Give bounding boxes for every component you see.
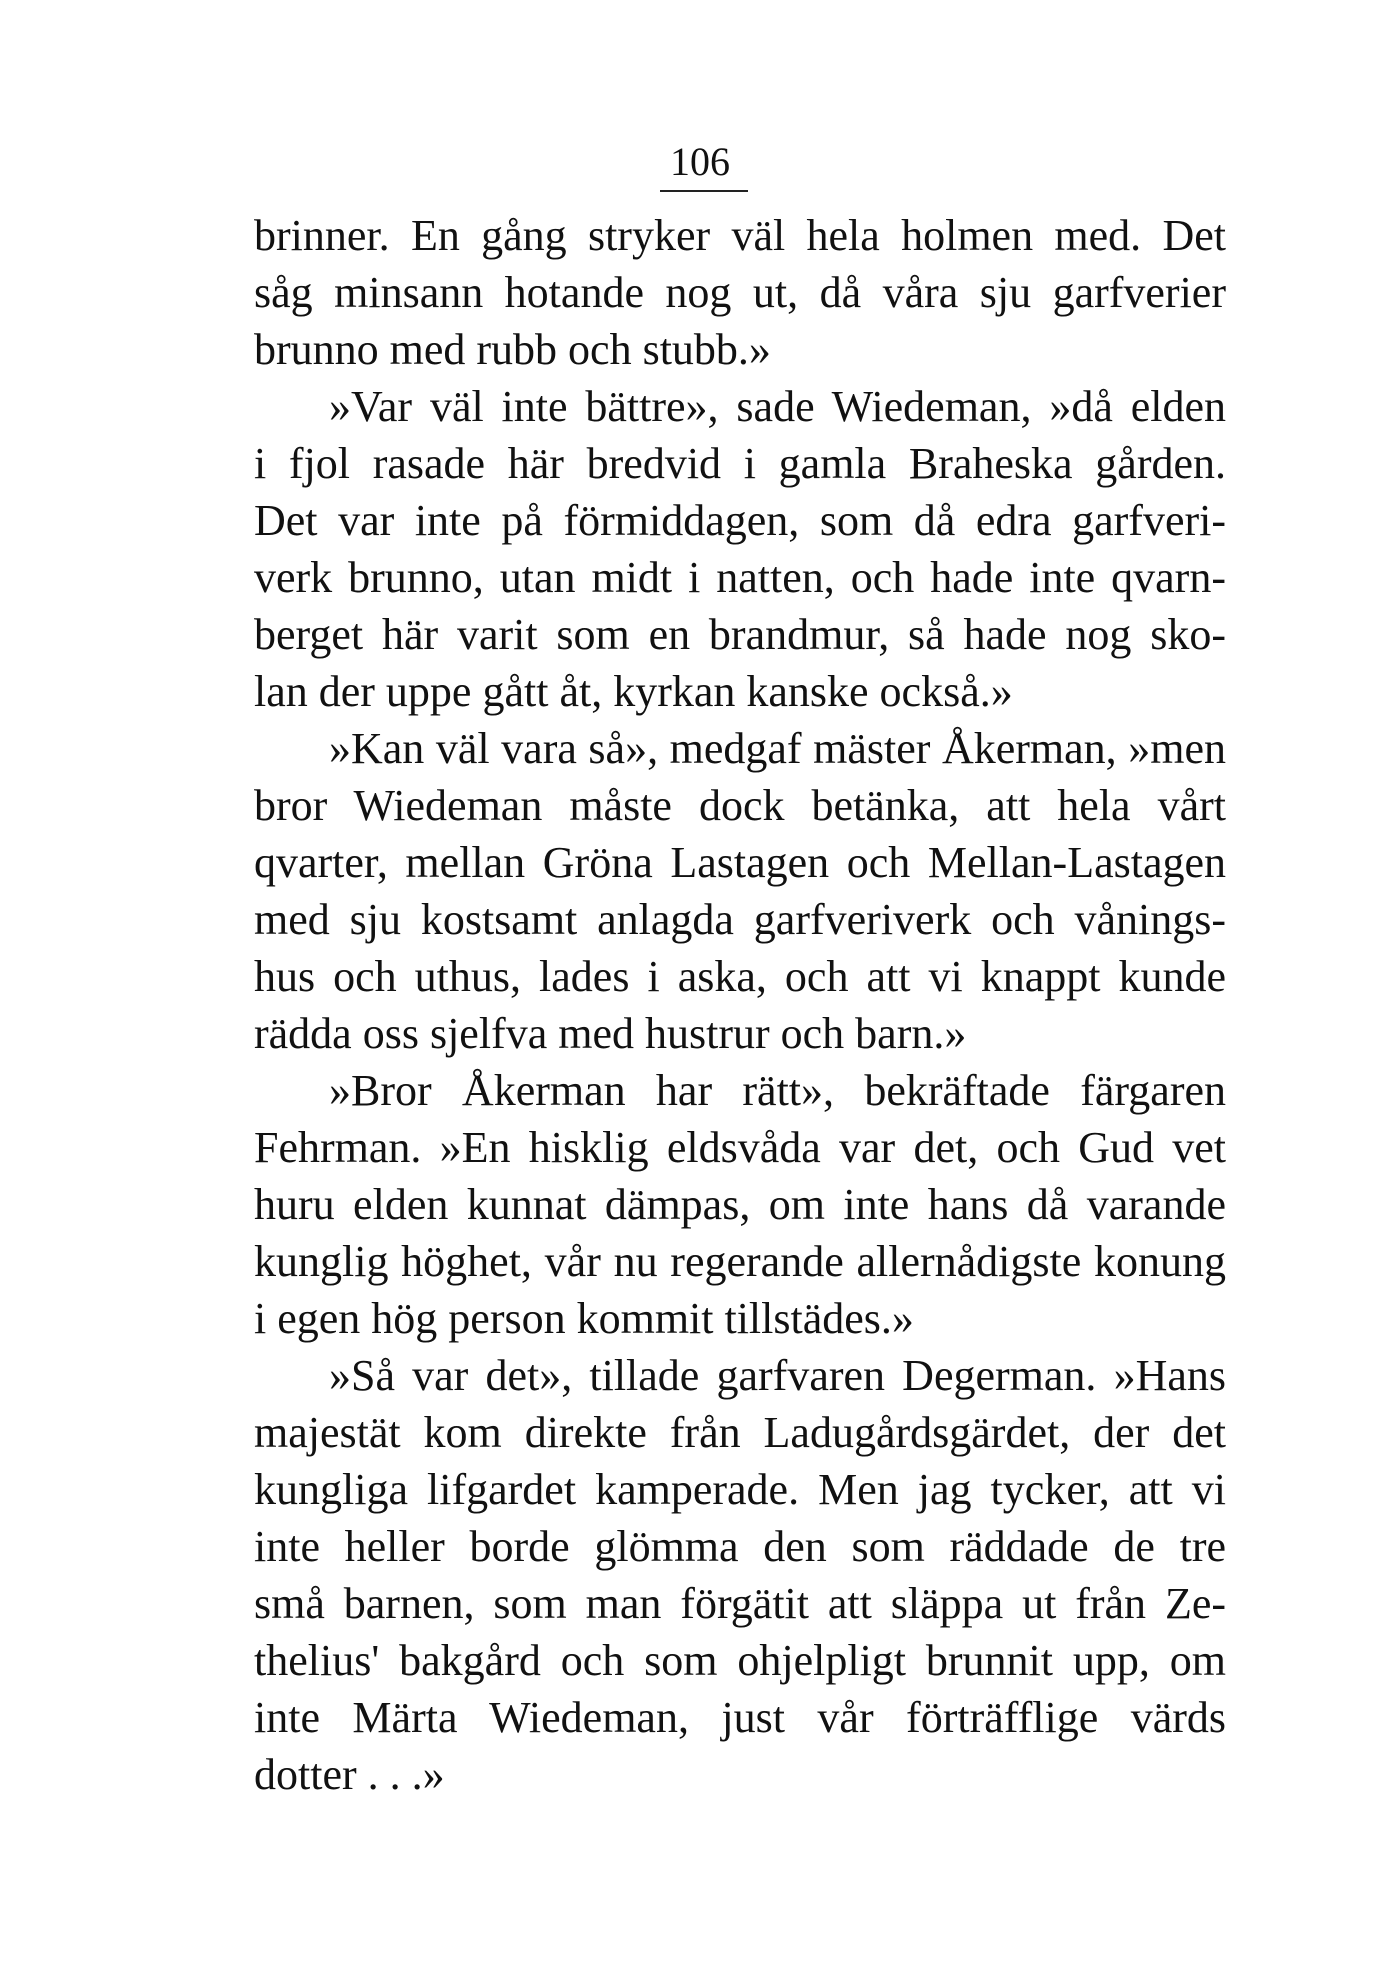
text-line: hus och uthus, lades i aska, och att vi knappt kunde [254,952,1226,1001]
text-line: brunno med rubb och stubb.» [254,325,771,374]
text-line: i fjol rasade här bredvid i gamla Braheska gården. [254,439,1226,488]
text-line: brinner. En gång stryker väl hela holmen med. Det [254,211,1226,260]
text-line: Det var inte på förmiddagen, som då edra garfveri- [254,496,1226,545]
text-line: verk brunno, utan midt i natten, och hade inte qvarn- [254,553,1226,602]
page-number: 106 [670,139,730,184]
text-line: lan der uppe gått åt, kyrkan kanske också.» [254,667,1013,716]
text-line: »Bror Åkerman har rätt», bekräftade färgaren [329,1066,1226,1115]
text-line: Fehrman. »En hisklig eldsvåda var det, och Gud vet [254,1123,1226,1172]
text-line: kunglig höghet, vår nu regerande allernådigste konung [254,1237,1226,1286]
text-line: inte heller borde glömma den som räddade de tre [254,1522,1226,1571]
text-line: små barnen, som man förgätit att släppa ut från Ze- [254,1579,1226,1628]
text-line: majestät kom direkte från Ladugårdsgärdet, der det [254,1408,1226,1457]
text-line: med sju kostsamt anlagda garfveriverk och vånings- [254,895,1226,944]
text-line: dotter . . .» [254,1750,445,1799]
page-number-rule [660,190,748,192]
text-line: bror Wiedeman måste dock betänka, att hela vårt [254,781,1226,830]
text-line: »Så var det», tillade garfvaren Degerman. »Hans [329,1351,1226,1400]
text-line: berget här varit som en brandmur, så hade nog sko- [254,610,1226,659]
text-line: huru elden kunnat dämpas, om inte hans då varande [254,1180,1226,1229]
text-line: såg minsann hotande nog ut, då våra sju garfverier [254,268,1226,317]
body-text [254,207,1226,1803]
text-line: thelius' bakgård och som ohjelpligt brunnit upp, om [254,1636,1226,1685]
text-line: »Var väl inte bättre», sade Wiedeman, »då elden [329,382,1226,431]
text-line: kungliga lifgardet kamperade. Men jag tycker, att vi [254,1465,1226,1514]
text-line: »Kan väl vara så», medgaf mäster Åkerman, »men [329,724,1226,773]
text-line: i egen hög person kommit tillstädes.» [254,1294,914,1343]
text-line: qvarter, mellan Gröna Lastagen och Mellan-Lastagen [254,838,1226,887]
text-line: inte Märta Wiedeman, just vår förträfflige värds [254,1693,1226,1742]
text-line: rädda oss sjelfva med hustrur och barn.» [254,1009,967,1058]
